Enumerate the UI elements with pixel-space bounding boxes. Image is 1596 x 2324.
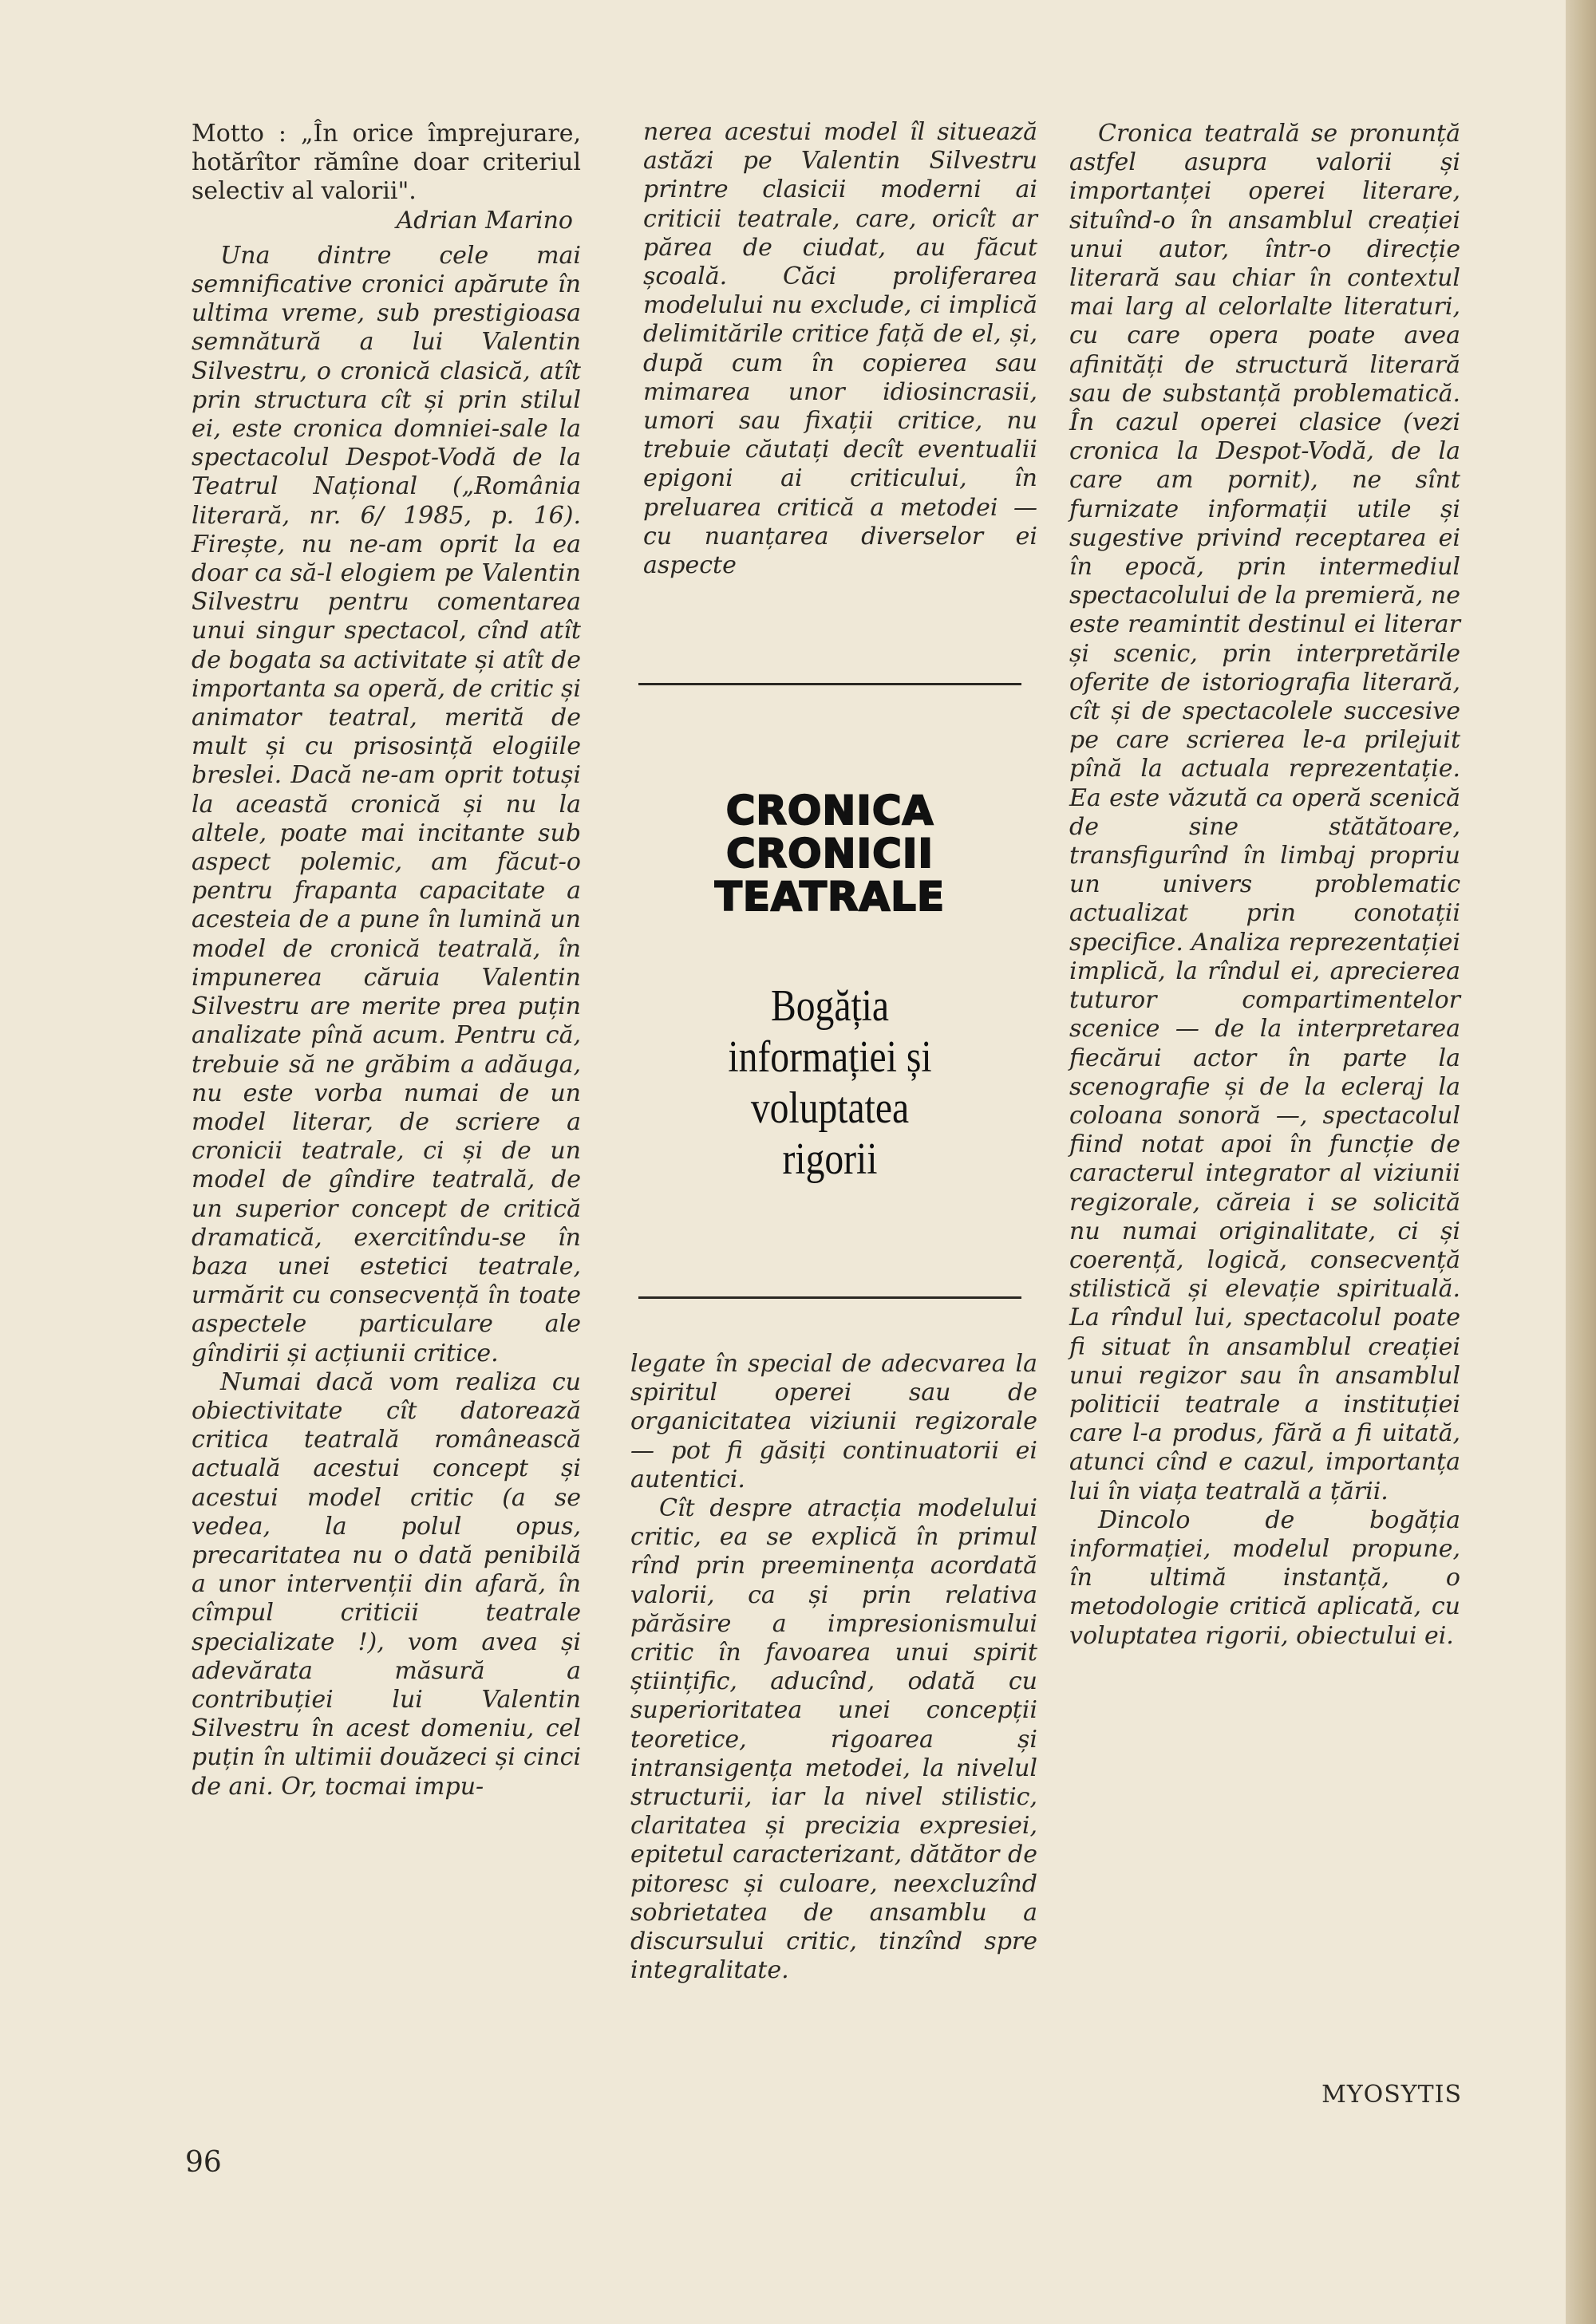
rubric-line-3: TEATRALE xyxy=(714,874,946,920)
motto-author: Adrian Marino xyxy=(396,206,573,235)
column-1 xyxy=(192,120,581,1801)
column-2-bottom xyxy=(630,1350,1037,1985)
headline-line-1: Bogăția xyxy=(770,981,890,1031)
section-rubric xyxy=(638,789,1021,918)
paragraph: Dincolo de bogăția informației, modelul propune, în ultimă instanță, o metodologie critică aplicată, cu voluptatea rigorii, obiectului ei. xyxy=(1069,1505,1460,1650)
paragraph: Numai dacă vom realiza cu obiectivitate cît datorează critica teatrală românească actuală acestui concept și acestui model critic (a se vedea, la polul opus, precaritatea nu o dată penibilă a unor intervenții din afară, în cîmpul criticii teatrale specializate !), vom avea și adevărata măsură a contribuției lui Valentin Silvestru în acest domeniu, cel puțin în ultimii douăzeci și cinci de ani. Or, tocmai impu- xyxy=(192,1367,581,1801)
headline-line-2: informației și xyxy=(728,1032,932,1082)
motto xyxy=(192,120,581,235)
article-author: MYOSYTIS xyxy=(1321,2081,1462,2109)
column-3 xyxy=(1069,120,1460,1651)
paragraph: legate în special de adecvarea la spiritul operei sau de organicitatea viziunii regizorale — pot fi găsiți continuatorii ei autentici. xyxy=(630,1350,1037,1493)
page-edge-shadow xyxy=(1566,0,1596,2324)
rubric-line-2: CRONICII xyxy=(725,831,934,877)
page-number: 96 xyxy=(185,2146,222,2179)
rubric-line-1: CRONICA xyxy=(725,787,934,834)
paragraph: nerea acestui model îl situează astăzi pe Valentin Silvestru printre clasicii moderni ai criticii teatrale, care, oricît ar părea de ciudat, au făcut școală. Căci proliferarea modelului nu exclude, ci implică delimitările critice față de el, și, după cum în copierea sau mimarea unor idiosincrasii, umori sau fixații critice, nu trebuie căutați decît eventualii epigoni ai criticului, în preluarea critică a metodei — cu nuanțarea diverselor ei aspecte xyxy=(643,118,1037,580)
column-2-top xyxy=(643,118,1037,580)
paragraph: Cît despre atracția modelului critic, ea se explică în primul rînd prin preeminența acordată valorii, ca și prin relativa părăsire a impresionismului critic în favoarea unui spirit științific, aducînd, odată cu superioritatea unei concepții teoretice, rigoarea și intransigența metodei, la nivelul structurii, iar la nivel stilistic, claritatea și precizia expresiei, epitetul caracterizant, dătător de pitoresc și culoare, neexcluzînd sobrietatea de ansamblu a discursului critic, tinzînd spre integralitate. xyxy=(630,1494,1037,1985)
article-headline xyxy=(667,980,993,1185)
article-title-box xyxy=(638,683,1021,1299)
paragraph: Una dintre cele mai semnificative cronici apărute în ultima vreme, sub prestigioasa semnătură a lui Valentin Silvestru, o cronică clasică, atît prin structura cît și prin stilul ei, este cronica domniei-sale la spectacolul Despot-Vodă de la Teatrul Național („România literară, nr. 6/ 1985, p. 16). Firește, nu ne-am oprit la ea doar ca să-l elogiem pe Valentin Silvestru pentru comentarea unui singur spectacol, cînd atît de bogata sa activitate și atît de importanta sa operă, de critic și animator teatral, merită de mult și cu prisosință elogiile breslei. Dacă ne-am oprit totuși la această cronică și nu la altele, poate mai incitante sub aspect polemic, am făcut-o pentru frapanta capacitate a acesteia de a pune în lumină un model de cronică teatrală, în impunerea căruia Valentin Silvestru are merite prea puțin analizate pînă acum. Pentru că, trebuie să ne grăbim a adăuga, nu este vorba numai de un model literar, de scriere a cronicii teatrale, ci și de un model de gîndire teatrală, de un superior concept de critică dramatică, exercitîndu-se în baza unei estetici teatrale, urmărit cu consecvență în toate aspectele particulare ale gîndirii și acțiunii critice. xyxy=(192,241,581,1367)
headline-line-3: voluptatea xyxy=(750,1083,910,1133)
paragraph: Cronica teatrală se pronunță astfel asupra valorii și importanței operei literare, situînd-o în ansamblul creației unui autor, într-o direcție literară sau chiar în contextul mai larg al celorlalte literaturi, cu care opera poate avea afinități de structură literară sau de substanță problematică. În cazul operei clasice (vezi cronica la Despot-Vodă, de la care am pornit), ne sînt furnizate informații utile și sugestive privind receptarea ei în epocă, prin intermediul spectacolului de la premieră, ne este reamintit destinul ei literar și scenic, prin interpretările oferite de istoriografia literară, cît și de spectacolele succesive pe care scrierea le-a prilejuit pînă la actuala reprezentație. Ea este văzută ca operă scenică de sine stătătoare, transfigurînd în limbaj propriu un univers problematic actualizat prin conotații specifice. Analiza reprezentației implică, la rîndul ei, aprecierea tuturor compartimentelor scenice — de la interpretarea fiecărui actor în parte la scenografie și de la ecleraj la coloana sonoră —, spectacolul fiind notat apoi în funcție de caracterul integrator al viziunii regizorale, căreia i se solicită nu numai originalitate, ci și coerență, logică, consecvență stilistică și elevație spirituală. La rîndul lui, spectacolul poate fi situat în ansamblul creației unui regizor sau în ansamblul politicii teatrale a instituției care l-a produs, fără a fi uitată, atunci cînd e cazul, importanța lui în viața teatrală a țării. xyxy=(1069,120,1460,1505)
motto-text: Motto : „În orice împrejurare, hotărîtor rămîne doar criteriul selectiv al valorii". xyxy=(192,120,581,206)
headline-line-4: rigorii xyxy=(782,1134,878,1184)
